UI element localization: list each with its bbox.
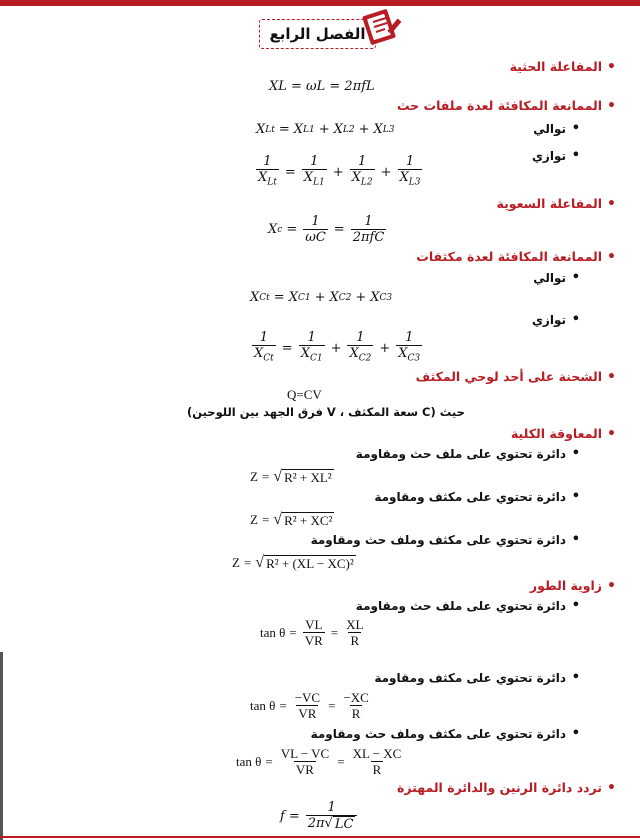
eq-tan-rc: tan θ = $\frac{-VC}{VR}$ = $\frac{-XC}{R}$ bbox=[250, 690, 369, 721]
eq-charge: Q=CV bbox=[287, 387, 322, 402]
eq-parallel-capacitors: $\frac{1}{X_{Ct}}$ = $\frac{1}{X_{C1}}$ + $\frac{1}{X_{C2}}$ + $\frac{1}{X_{C3}}$ bbox=[250, 330, 424, 367]
eq-resonance-frequency: f = 1 2π √ LC bbox=[280, 800, 359, 832]
sub-series-inductors: • توالي bbox=[533, 121, 566, 137]
eq-z-rc: Z = √ R² + XC² bbox=[250, 511, 333, 528]
section-total-impedance: • المعاوقة الكلية bbox=[511, 426, 602, 442]
sub-parallel-inductors: • توازي bbox=[532, 148, 566, 164]
eq-series-inductors: X Lt = X L1 + X L2 + X L3 bbox=[256, 122, 395, 137]
eq-z-rlc: Z = √ R² + (XL − XC)² bbox=[232, 554, 354, 571]
sub-series-capacitors: • توالي bbox=[533, 270, 566, 286]
chapter-title bbox=[259, 19, 376, 49]
top-border bbox=[0, 0, 640, 6]
section-capacitor-charge: • الشحنة على أحد لوحي المكثف bbox=[416, 369, 602, 385]
eq-z-rl-radicand: R² + XL² bbox=[284, 470, 332, 485]
section-inductive-reactance: • المفاعلة الحثية bbox=[510, 59, 602, 75]
section-equiv-capacitors: • الممانعة المكافئة لعدة مكثفات bbox=[416, 249, 602, 265]
sub-rc-circuit-phase: • دائرة تحتوي على مكثف ومقاومة bbox=[374, 670, 566, 686]
chapter-title-text: الفصل الرابع bbox=[269, 25, 366, 43]
eq-inductive-reactance: XL = ωL = 2πfL bbox=[269, 79, 375, 94]
sub-parallel-capacitors: • توازي bbox=[532, 312, 566, 328]
eq-capacitive-reactance: X c = $\frac{1}{\omega C}$ = $\frac{1}{\text{2πfC}}$ bbox=[268, 214, 385, 245]
sub-rlc-circuit-phase: • دائرة تحتوي على مكثف وملف حث ومقاومة bbox=[311, 726, 566, 742]
bottom-border bbox=[0, 836, 640, 838]
section-equiv-inductors: • الممانعة المكافئة لعدة ملفات حث bbox=[397, 98, 602, 114]
section-resonance-frequency: • تردد دائرة الرنين والدائرة المهتزة bbox=[397, 780, 602, 796]
notepad-pencil-icon bbox=[360, 4, 406, 48]
charge-note: حيث (C سعة المكثف ، V فرق الجهد بين اللوحين) bbox=[187, 405, 465, 419]
page-edge bbox=[0, 652, 3, 840]
eq-tan-rl: tan θ = $\frac{VL}{VR}$ = $\frac{XL}{R}$ bbox=[260, 617, 364, 648]
eq-series-capacitors: X Ct = X C1 + X C2 + X C3 bbox=[250, 290, 393, 305]
eq-z-rc-radicand: R² + XC² bbox=[284, 513, 333, 528]
sub-rl-circuit-phase: • دائرة تحتوي على ملف حث ومقاومة bbox=[356, 598, 566, 614]
sub-rl-circuit-impedance: • دائرة تحتوي على ملف حث ومقاومة bbox=[356, 446, 566, 462]
section-capacitive-reactance: • المفاعلة السعوية bbox=[497, 196, 603, 212]
eq-z-rl: Z = √ R² + XL² bbox=[250, 468, 332, 485]
sub-rlc-circuit-impedance: • دائرة تحتوي على مكثف وملف حث ومقاومة bbox=[311, 532, 566, 548]
eq-tan-rlc: tan θ = $\frac{VL - VC}{VR}$ = $\frac{XL - XC}{R}$ bbox=[236, 746, 402, 777]
eq-parallel-inductors: $\frac{1}{X_{Lt}}$ = $\frac{1}{X_{L1}}$ + $\frac{1}{X_{L2}}$ + $\frac{1}{X_{L3}}$ bbox=[254, 154, 424, 191]
section-phase-angle: • زاوية الطور bbox=[530, 578, 602, 594]
eq-z-rlc-radicand: R² + (XL − XC)² bbox=[266, 556, 354, 571]
sub-rc-circuit-impedance: • دائرة تحتوي على مكثف ومقاومة bbox=[374, 489, 566, 505]
